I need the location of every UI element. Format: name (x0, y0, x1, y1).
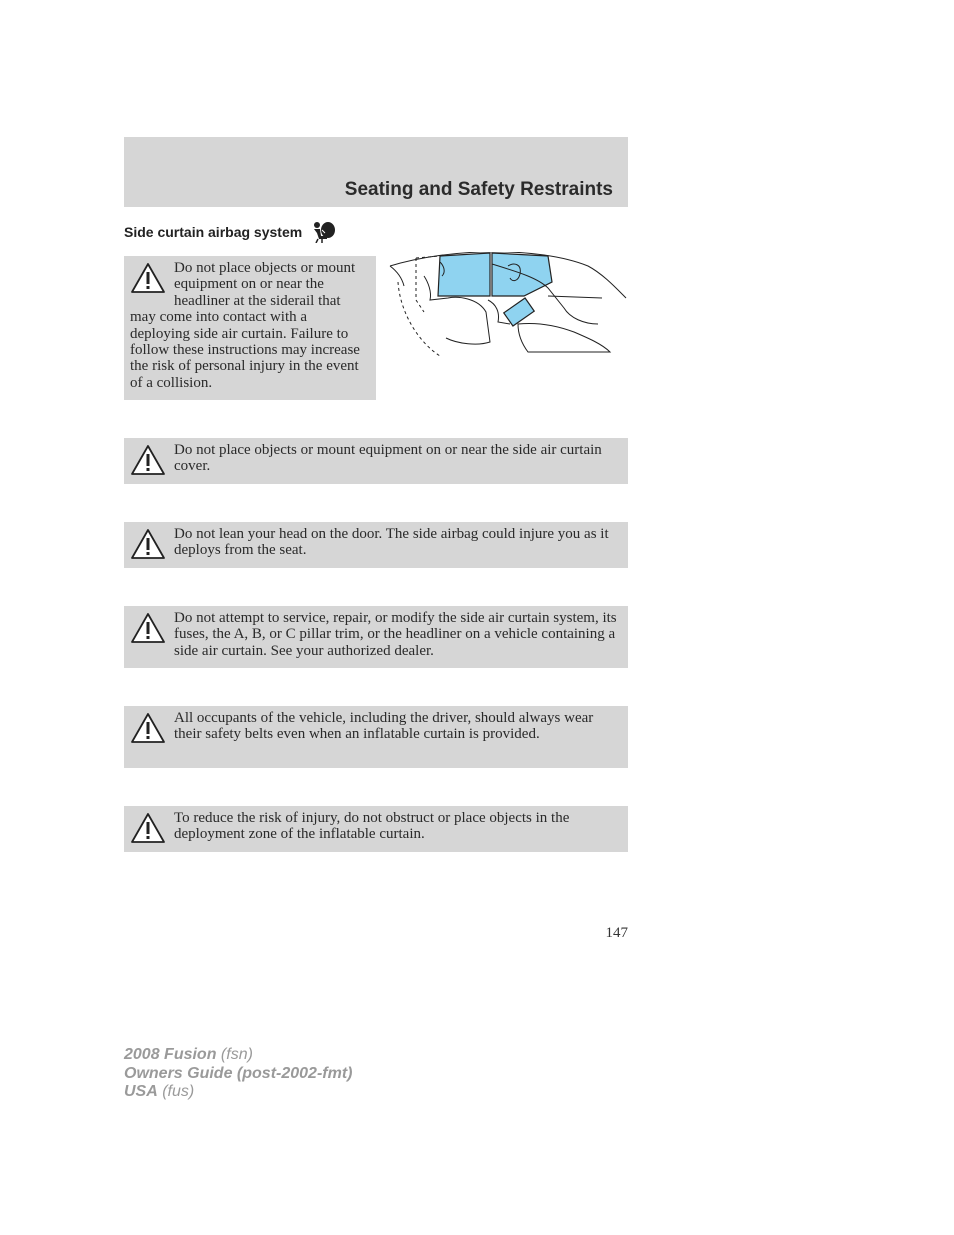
warning-box (124, 606, 628, 668)
warning-triangle-icon (130, 527, 166, 561)
footer-line-model: 2008 Fusion (fsn) (124, 1046, 253, 1063)
warning-triangle-icon (130, 443, 166, 477)
section-heading-text: Side curtain airbag system (124, 224, 303, 240)
warning-text: All occupants of the vehicle, including the driver, should always wear their safety belts even when an inflatable curtain is provided. (174, 710, 594, 743)
page-number: 147 (605, 925, 628, 941)
footer-line-market: USA (fus) (124, 1083, 195, 1100)
warning-triangle-icon (130, 261, 166, 295)
warning-box (124, 438, 628, 484)
warning-triangle-icon (130, 711, 166, 745)
warning-triangle-icon (130, 611, 166, 645)
warning-text: Do not place objects or mount equipment on or near the side air curtain cover. (174, 442, 602, 475)
curtain-shape (438, 253, 552, 326)
page-title: Seating and Safety Restraints (344, 179, 613, 200)
warning-triangle-icon (130, 811, 166, 845)
warning-text: Do not attempt to service, repair, or modify the side air curtain system, its fuses, the A, B, or C pillar trim, or the headliner on a vehicle containing a side air curtain. See your authorized dealer. (174, 610, 617, 659)
warning-text: Do not lean your head on the door. The side airbag could injure you as it deploys from the seat. (174, 526, 609, 559)
warning-box (124, 706, 628, 768)
seated-airbag-icon (308, 221, 338, 243)
side-curtain-diagram (388, 252, 628, 358)
warning-box (124, 806, 628, 852)
warning-box (124, 256, 376, 400)
footer-line-guide: Owners Guide (post-2002-fmt) (124, 1064, 353, 1082)
section-heading (124, 221, 338, 243)
warning-text: Do not place objects or mount equipment on or near the headliner at the siderail that may come into contact with a deploying side air curtain. Failure to follow these instructions may increase the risk of personal injury in the event of a collision. (130, 260, 360, 391)
section-header-band (124, 137, 628, 207)
footer-doc-info (124, 1046, 352, 1102)
warning-text: To reduce the risk of injury, do not obstruct or place objects in the deployment zone of the inflatable curtain. (174, 810, 570, 843)
warning-box (124, 522, 628, 568)
